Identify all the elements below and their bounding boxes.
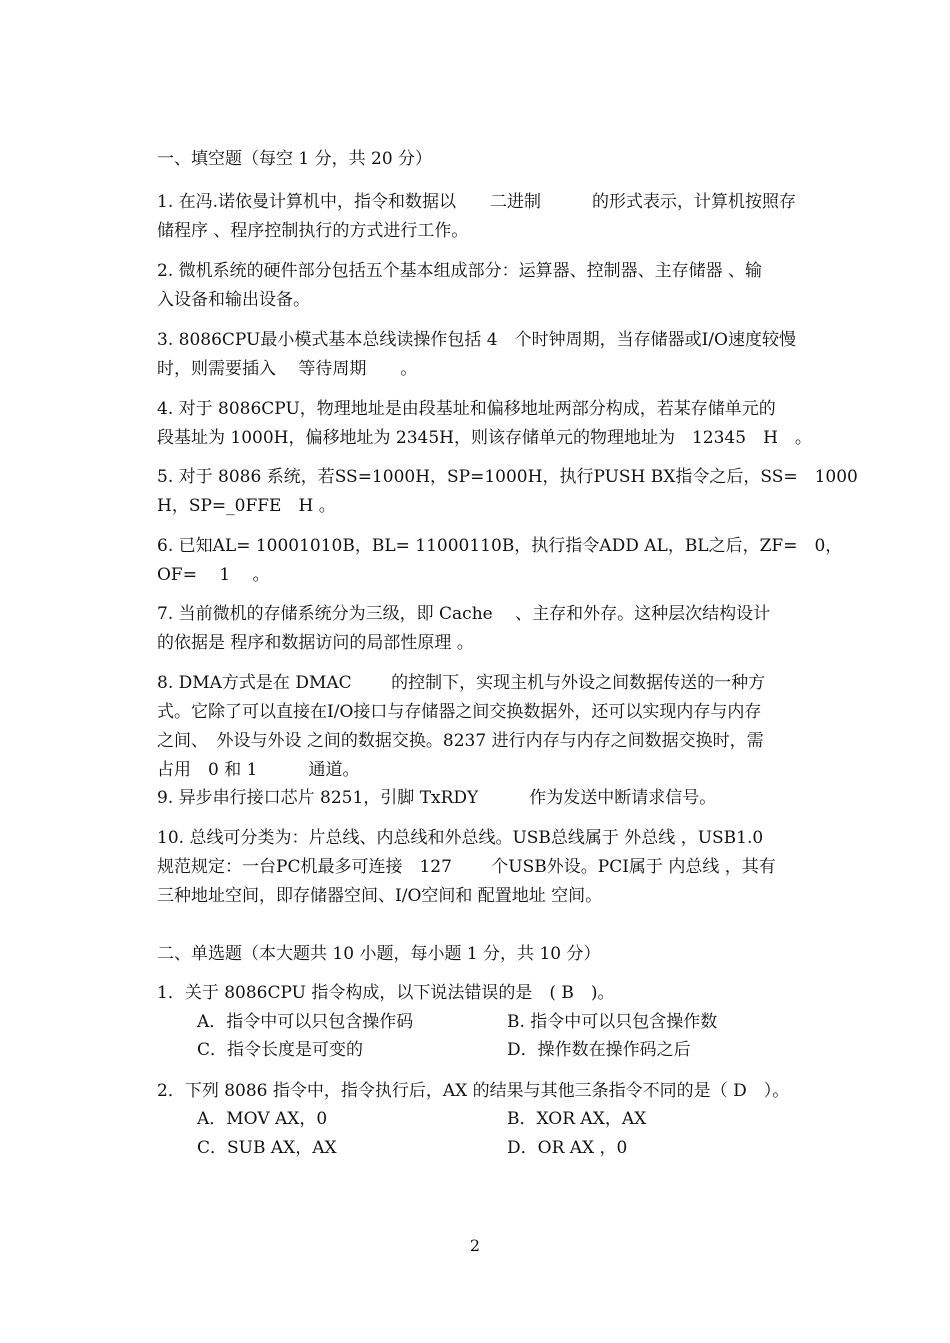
q5-line1: 5. 对于 8086 系统，若SS=1000H，SP=1000H，执行PUSH BX指令之后，SS= 1000 xyxy=(157,467,858,487)
s2-option-d: D．OR AX ，0 xyxy=(507,1138,628,1158)
s2-option-a: A．MOV AX，0 xyxy=(197,1109,328,1129)
q8-line4: 占用 0 和 1 通道。 xyxy=(157,760,360,780)
s1-option-a: A．指令中可以只包含操作码 xyxy=(197,1012,414,1032)
page-number: 2 xyxy=(469,1236,481,1255)
q8-line2: 式。它除了可以直接在I/O接口与存储器之间交换数据外，还可以实现内存与内存 xyxy=(157,702,762,722)
q8-line3: 之间、 外设与外设 之间的数据交换。8237 进行内存与内存之间数据交换时，需 xyxy=(157,731,764,751)
q6-line2: OF= 1 。 xyxy=(157,565,270,585)
q10-line3: 三种地址空间，即存储器空间、I/O空间和 配置地址 空间。 xyxy=(157,886,603,906)
s1-option-d: D．操作数在操作码之后 xyxy=(507,1040,691,1060)
s2-stem: 2．下列 8086 指令中，指令执行后，AX 的结果与其他三条指令不同的是（ D ）。 xyxy=(157,1081,790,1101)
q1-line2: 储程序 、程序控制执行的方式进行工作。 xyxy=(157,221,469,241)
q10-line2: 规范规定：一台PC机最多可连接 127 个USB外设。PCI属于 内总线 ，其有 xyxy=(157,857,776,877)
s1-stem: 1．关于 8086CPU 指令构成，以下说法错误的是 ( B )。 xyxy=(157,983,615,1003)
q3-line1: 3. 8086CPU最小模式基本总线读操作包括 4 个时钟周期，当存储器或I/O速度较慢 xyxy=(157,330,796,350)
q2-line1: 2. 微机系统的硬件部分包括五个基本组成部分：运算器、控制器、主存储器 、输 xyxy=(157,261,763,281)
s2-option-c: C．SUB AX，AX xyxy=(197,1138,337,1158)
q2-line2: 入设备和输出设备。 xyxy=(157,290,310,310)
q4-line2: 段基址为 1000H，偏移地址为 2345H，则该存储单元的物理地址为 12345 H 。 xyxy=(157,428,812,448)
section1-heading: 一、填空题（每空 1 分，共 20 分） xyxy=(157,149,433,169)
q6-line1: 6. 已知AL= 10001010B，BL= 11000110B，执行指令ADD AL，BL之后，ZF= 0， xyxy=(157,536,843,556)
s1-option-b: B. 指令中可以只包含操作数 xyxy=(507,1012,718,1032)
q5-line2: H，SP=_0FFE H 。 xyxy=(157,496,336,516)
q7-line2: 的依据是 程序和数据访问的局部性原理 。 xyxy=(157,633,474,653)
q3-line2: 时，则需要插入 等待周期 。 xyxy=(157,359,418,379)
section2-heading: 二、单选题（本大题共 10 小题，每小题 1 分，共 10 分） xyxy=(157,944,601,964)
q1-line1: 1. 在冯.诺依曼计算机中，指令和数据以 二进制 的形式表示，计算机按照存 xyxy=(157,192,797,212)
q4-line1: 4. 对于 8086CPU，物理地址是由段基址和偏移地址两部分构成，若某存储单元的 xyxy=(157,399,776,419)
q7-line1: 7. 当前微机的存储系统分为三级，即 Cache 、主存和外存。这种层次结构设计 xyxy=(157,604,771,624)
q8-line1: 8. DMA方式是在 DMAC 的控制下，实现主机与外设之间数据传送的一种方 xyxy=(157,673,766,693)
s1-option-c: C．指令长度是可变的 xyxy=(197,1040,364,1060)
s2-option-b: B．XOR AX，AX xyxy=(507,1109,647,1129)
q10-line1: 10. 总线可分类为：片总线、内总线和外总线。USB总线属于 外总线 ，USB1.0 xyxy=(157,828,764,848)
q9-line1: 9. 异步串行接口芯片 8251，引脚 TxRDY 作为发送中断请求信号。 xyxy=(157,788,717,808)
